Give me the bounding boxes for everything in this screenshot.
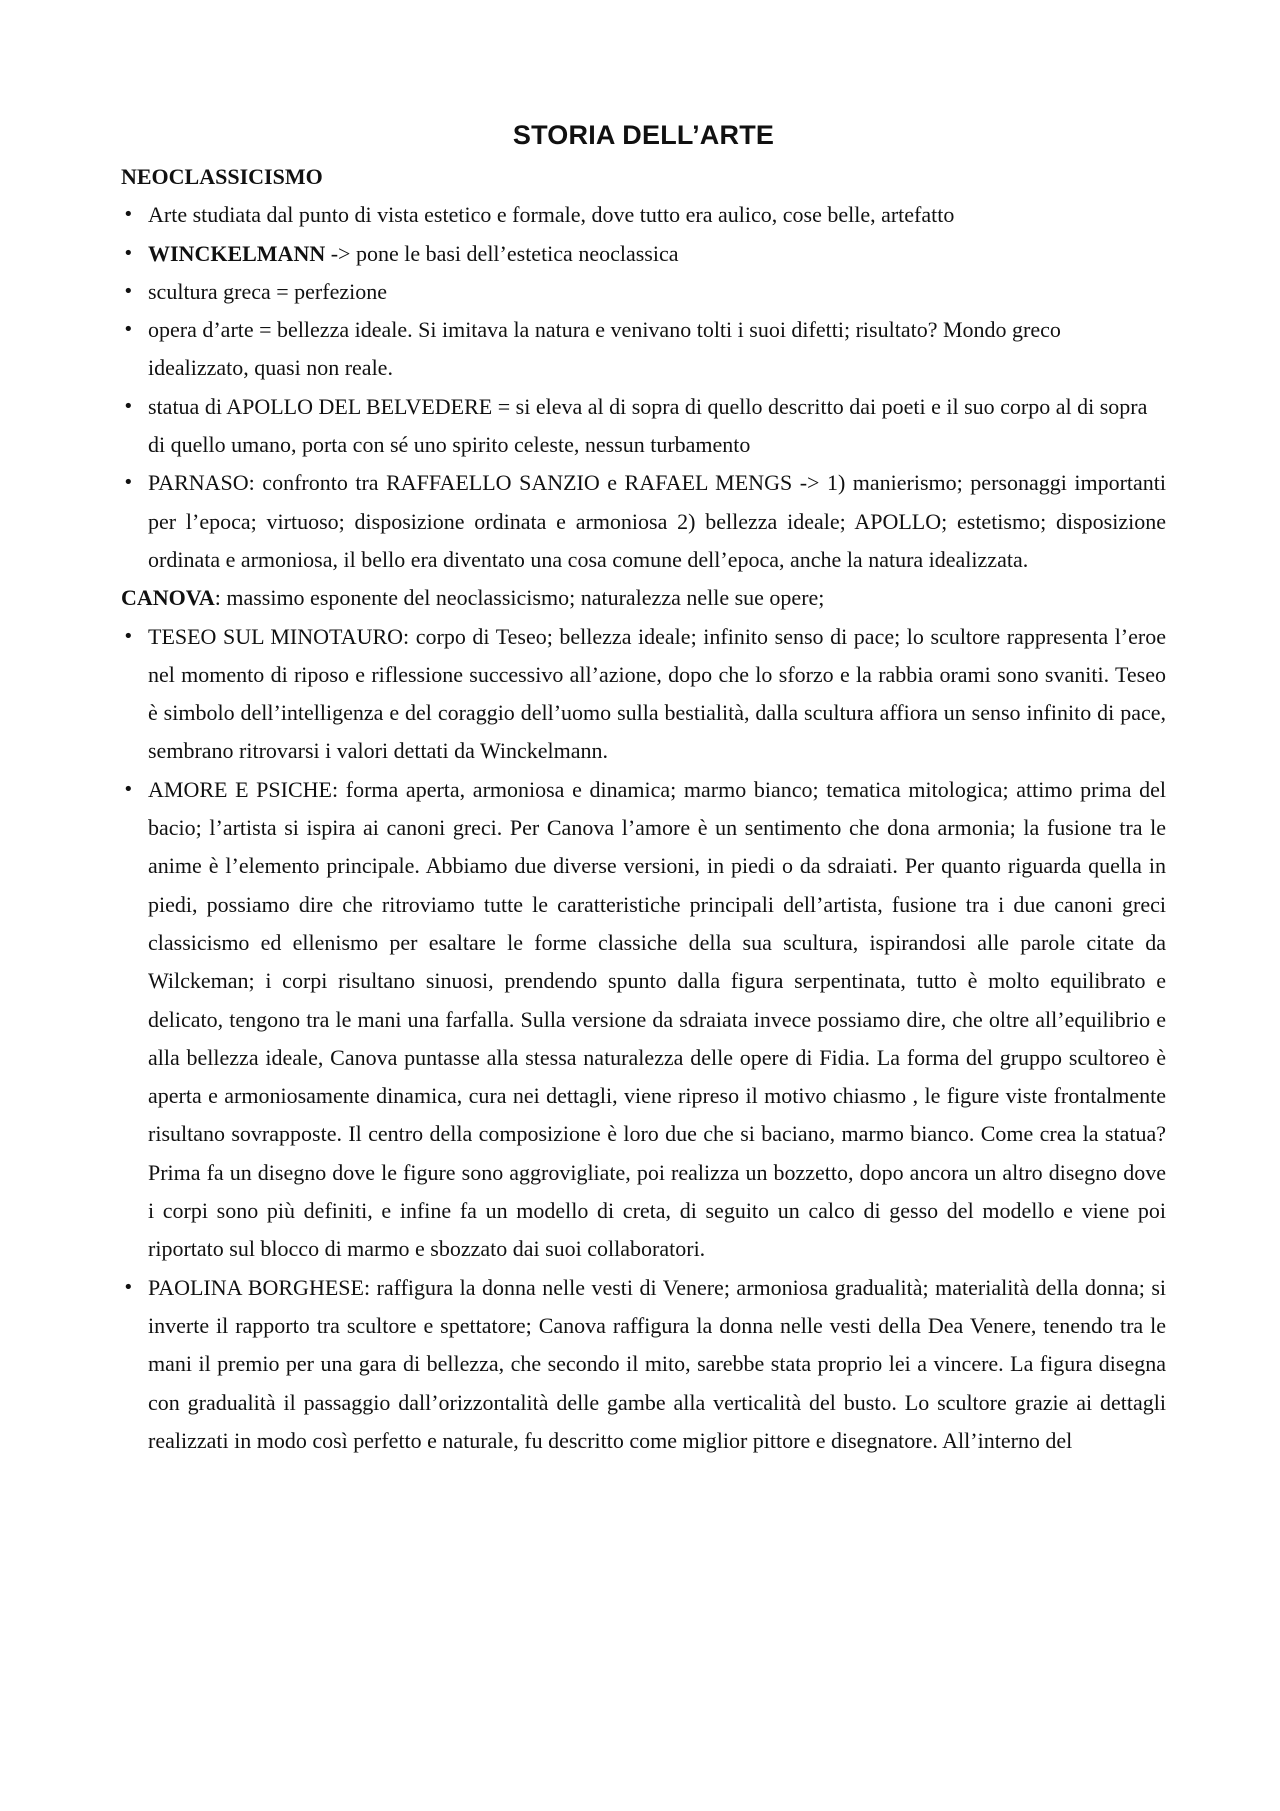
bullet-icon: • xyxy=(123,778,134,800)
list-item xyxy=(121,771,1166,1269)
list-item-text: AMORE E PSICHE: forma aperta, armoniosa e dinamica; marmo bianco; tematica mitologica; attimo prima del bacio; l’artista si ispira ai canoni greci. Per Canova l’amore è un sentimento che dona armonia; la fusione tra le anime è l’elemento principale. Abbiamo due diverse versioni, in piedi o da sdraiati. Per quanto riguarda quella in piedi, possiamo dire che ritroviamo tutte le caratteristiche principali dell’artista, fusione tra i due canoni greci classicismo ed ellenismo per esaltare le forme classiche della sua scultura, ispirandosi alle parole citate da Wilckeman; i corpi risultano sinuosi, prendendo spunto dalla figura serpentinata, tutto è molto equilibrato e delicato, tengono tra le mani una farfalla. Sulla versione da sdraiata invece possiamo dire, che oltre all’equilibrio e alla bellezza ideale, Canova puntasse alla stessa naturalezza delle opere di Fidia. La forma del gruppo scultoreo è aperta e armoniosamente dinamica, cura nei dettagli, viene ripreso il motivo chiasmo , le figure viste frontalmente risultano sovrapposte. Il centro della composizione è loro due che si baciano, marmo bianco. Come crea la statua? Prima fa un disegno dove le figure sono aggrovigliate, poi realizza un bozzetto, dopo ancora un altro disegno dove i corpi sono più definiti, e infine fa un modello di creta, di seguito un calco di gesso del modello e viene poi riportato sul blocco di marmo e sbozzato dai suoi collaboratori. xyxy=(148,776,1166,1262)
list-item-text: Arte studiata dal punto di vista estetico e formale, dove tutto era aulico, cose belle, artefatto xyxy=(148,202,955,228)
list-item xyxy=(121,311,1166,388)
canova-term: CANOVA xyxy=(121,585,215,611)
neoclassicismo-list xyxy=(121,196,1166,579)
bullet-icon: • xyxy=(123,395,134,417)
list-item-text: TESEO SUL MINOTAURO: corpo di Teseo; bellezza ideale; infinito senso di pace; lo scultore rappresenta l’eroe nel momento di riposo e riflessione successivo all’azione, dopo che lo sforzo e la rabbia orami sono svaniti. Teseo è simbolo dell’intelligenza e del coraggio dell’uomo sulla bestialità, dalla scultura affiora un senso infinito di pace, sembrano ritrovarsi i valori dettati da Winckelmann. xyxy=(148,623,1166,764)
canova-intro xyxy=(121,579,1166,617)
list-item-text: PARNASO: confronto tra RAFFAELLO SANZIO e RAFAEL MENGS -> 1) manierismo; personaggi importanti per l’epoca; virtuoso; disposizione ordinata e armoniosa 2) bellezza ideale; APOLLO; estetismo; disposizione ordinata e armoniosa, il bello era diventato una cosa comune dell’epoca, anche la natura idealizzata. xyxy=(148,470,1166,572)
list-item xyxy=(121,464,1166,579)
bullet-icon: • xyxy=(123,319,134,341)
list-item xyxy=(121,235,1166,273)
section-heading-neoclassicismo: NEOCLASSICISMO xyxy=(121,164,323,189)
bullet-icon: • xyxy=(123,204,134,226)
list-item-text: PAOLINA BORGHESE: raffigura la donna nelle vesti di Venere; armoniosa gradualità; materialità della donna; si inverte il rapporto tra scultore e spettatore; Canova raffigura la donna nelle vesti della Dea Venere, tenendo tra le mani il premio per una gara di bellezza, che secondo il mito, sarebbe stata proprio lei a vincere. La figura disegna con gradualità il passaggio dall’orizzontalità delle gambe alla verticalità del busto. Lo scultore grazie ai dettagli realizzati in modo così perfetto e naturale, fu descritto come miglior pittore e disegnatore. All’interno del xyxy=(148,1274,1166,1453)
canova-list xyxy=(121,618,1166,1461)
list-item-text: -> pone le basi dell’estetica neoclassica xyxy=(325,240,679,266)
list-item-term: WINCKELMANN xyxy=(148,240,326,266)
list-item-text: statua di APOLLO DEL BELVEDERE = si eleva al di sopra di quello descritto dai poeti e il suo corpo al di sopra di quello umano, porta con sé uno spirito celeste, nessun turbamento xyxy=(148,393,1148,458)
list-item xyxy=(121,196,1166,234)
bullet-icon: • xyxy=(123,280,134,302)
bullet-icon: • xyxy=(123,472,134,494)
canova-intro-text: : massimo esponente del neoclassicismo; naturalezza nelle sue opere; xyxy=(214,585,825,611)
bullet-icon: • xyxy=(123,1276,134,1298)
list-item-text: scultura greca = perfezione xyxy=(148,278,387,304)
page-title: STORIA DELL’ARTE xyxy=(512,120,775,150)
list-item xyxy=(121,388,1166,465)
document-page xyxy=(121,118,1166,1460)
bullet-icon: • xyxy=(123,625,134,647)
bullet-icon: • xyxy=(123,242,134,264)
list-item xyxy=(121,1269,1166,1460)
list-item xyxy=(121,273,1166,311)
list-item-text: opera d’arte = bellezza ideale. Si imitava la natura e venivano tolti i suoi difetti; risultato? Mondo greco idealizzato, quasi non reale. xyxy=(148,317,1061,381)
list-item xyxy=(121,618,1166,771)
